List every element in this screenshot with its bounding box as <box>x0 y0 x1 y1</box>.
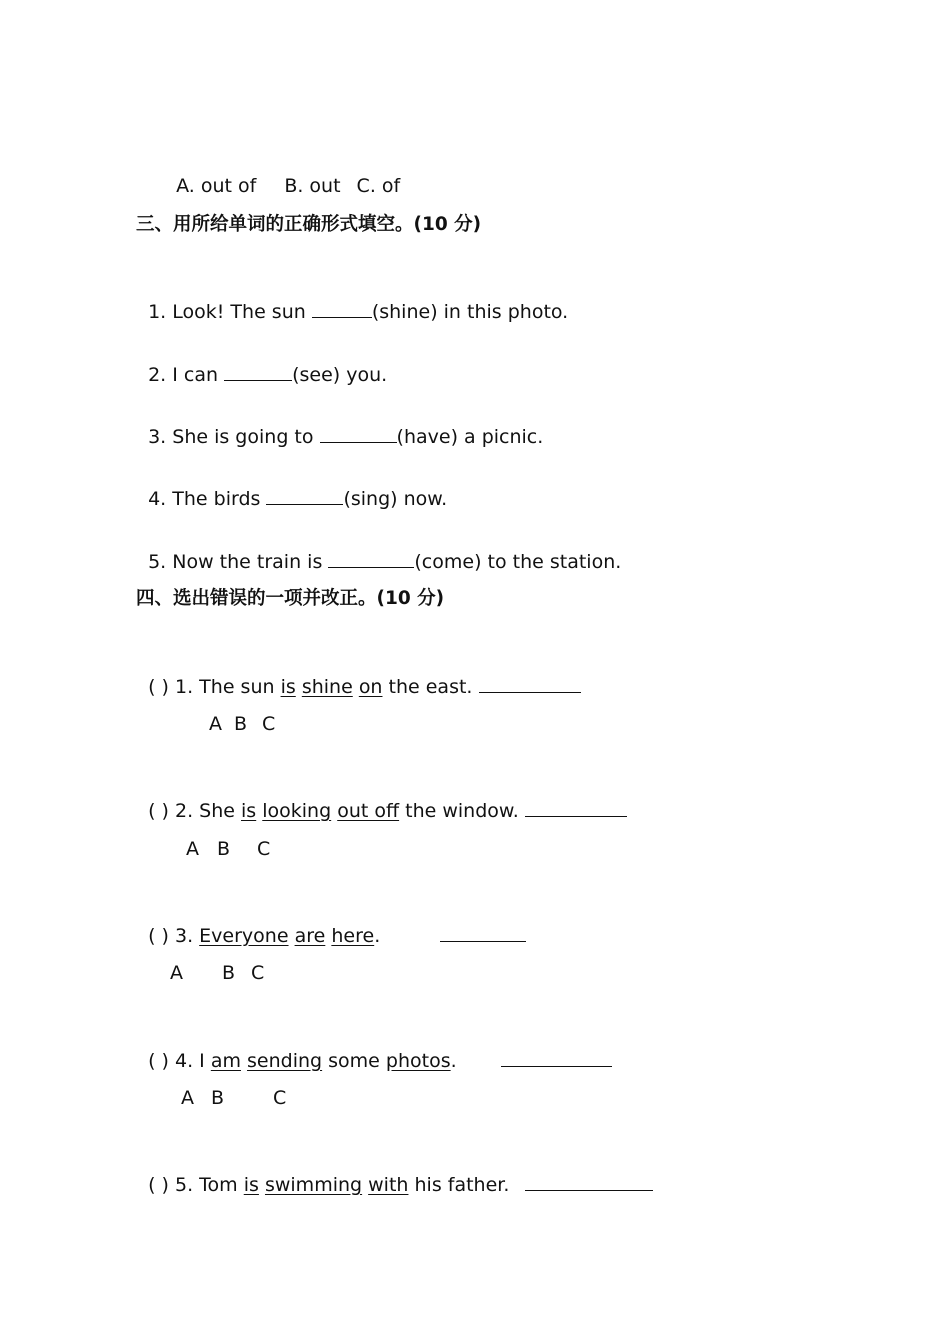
item-text: (have) a picnic. <box>396 426 544 448</box>
error-item-1 <box>136 650 581 699</box>
item-text: The sun <box>199 676 281 698</box>
answer-blank[interactable] <box>525 798 627 817</box>
option-c-word: photos <box>385 1050 451 1072</box>
item-number: ( ) 1. <box>148 676 200 698</box>
letter-b: B <box>222 962 236 984</box>
option-a: A. out of <box>176 175 257 197</box>
item-text: his father. <box>408 1174 510 1196</box>
item-text: (sing) now. <box>343 488 448 510</box>
option-c-word: with <box>368 1174 409 1196</box>
letter-c: C <box>262 713 276 735</box>
option-b-word: shine <box>301 676 353 698</box>
answer-blank[interactable] <box>440 923 526 942</box>
item-text: 3. She is going to <box>148 426 320 448</box>
option-letters-4 <box>0 1086 287 1182</box>
item-text: (see) you. <box>292 364 388 386</box>
item-text: 1. Look! The sun <box>148 301 312 323</box>
answer-blank[interactable] <box>479 674 581 693</box>
item-text: 5. Now the train is <box>148 551 329 573</box>
option-b-word: swimming <box>264 1174 363 1196</box>
item-text: I <box>199 1050 211 1072</box>
item-text: . <box>450 1050 457 1072</box>
letter-b: B <box>211 1087 225 1109</box>
item-text: She <box>199 800 242 822</box>
option-c-word: out off <box>337 800 400 822</box>
answer-blank[interactable] <box>320 424 397 443</box>
option-b-word: sending <box>247 1050 323 1072</box>
option-b-word: are <box>294 925 326 947</box>
option-a-word: is <box>243 1174 259 1196</box>
option-b: B. out <box>284 175 341 197</box>
item-text: 4. The birds <box>148 488 267 510</box>
item-number: ( ) 4. <box>148 1050 200 1072</box>
option-letters-2 <box>0 837 271 933</box>
item-number: ( ) 5. <box>148 1174 200 1196</box>
item-text: . <box>374 925 381 947</box>
option-c-word: here <box>331 925 375 947</box>
letter-a: A <box>209 713 222 735</box>
option-a-word: is <box>280 676 296 698</box>
answer-blank[interactable] <box>525 1172 653 1191</box>
fill-item-5 <box>136 525 621 574</box>
option-a-word: am <box>210 1050 241 1072</box>
answer-blank[interactable] <box>266 486 343 505</box>
question-options <box>164 150 400 198</box>
option-c-word: on <box>358 676 383 698</box>
item-number: ( ) 2. <box>148 800 200 822</box>
letter-a: A <box>186 838 199 860</box>
item-text: (shine) in this photo. <box>371 301 569 323</box>
letter-a: A <box>181 1087 194 1109</box>
answer-blank[interactable] <box>224 362 292 381</box>
error-item-3 <box>136 899 526 948</box>
section3-heading: 三、用所给单词的正确形式填空。(10 分) <box>136 214 482 235</box>
option-letters-3 <box>0 961 265 1057</box>
letter-b: B <box>217 838 231 860</box>
error-item-5 <box>136 1148 653 1197</box>
answer-blank[interactable] <box>501 1048 612 1067</box>
answer-blank[interactable] <box>328 549 414 568</box>
item-number: ( ) 3. <box>148 925 200 947</box>
section4-heading: 四、选出错误的一项并改正。(10 分) <box>136 588 445 609</box>
error-item-4 <box>136 1024 612 1073</box>
letter-b: B <box>234 713 248 735</box>
fill-item-3 <box>136 400 543 449</box>
option-c: C. of <box>356 175 401 197</box>
letter-c: C <box>273 1087 287 1109</box>
option-b-word: looking <box>262 800 332 822</box>
fill-item-4 <box>136 462 447 511</box>
fill-item-1 <box>136 275 568 324</box>
letter-c: C <box>251 962 265 984</box>
item-text: the east. <box>382 676 479 698</box>
item-text: some <box>322 1050 386 1072</box>
error-item-2 <box>136 774 627 823</box>
letter-a: A <box>170 962 183 984</box>
item-text: 2. I can <box>148 364 225 386</box>
item-text: Tom <box>199 1174 244 1196</box>
letter-c: C <box>257 838 271 860</box>
item-text: (come) to the station. <box>414 551 622 573</box>
option-letters-1 <box>0 712 276 808</box>
answer-blank[interactable] <box>312 299 372 318</box>
item-text: the window. <box>399 800 525 822</box>
option-a-word: Everyone <box>199 925 289 947</box>
option-a-word: is <box>241 800 257 822</box>
fill-item-2 <box>136 338 387 387</box>
